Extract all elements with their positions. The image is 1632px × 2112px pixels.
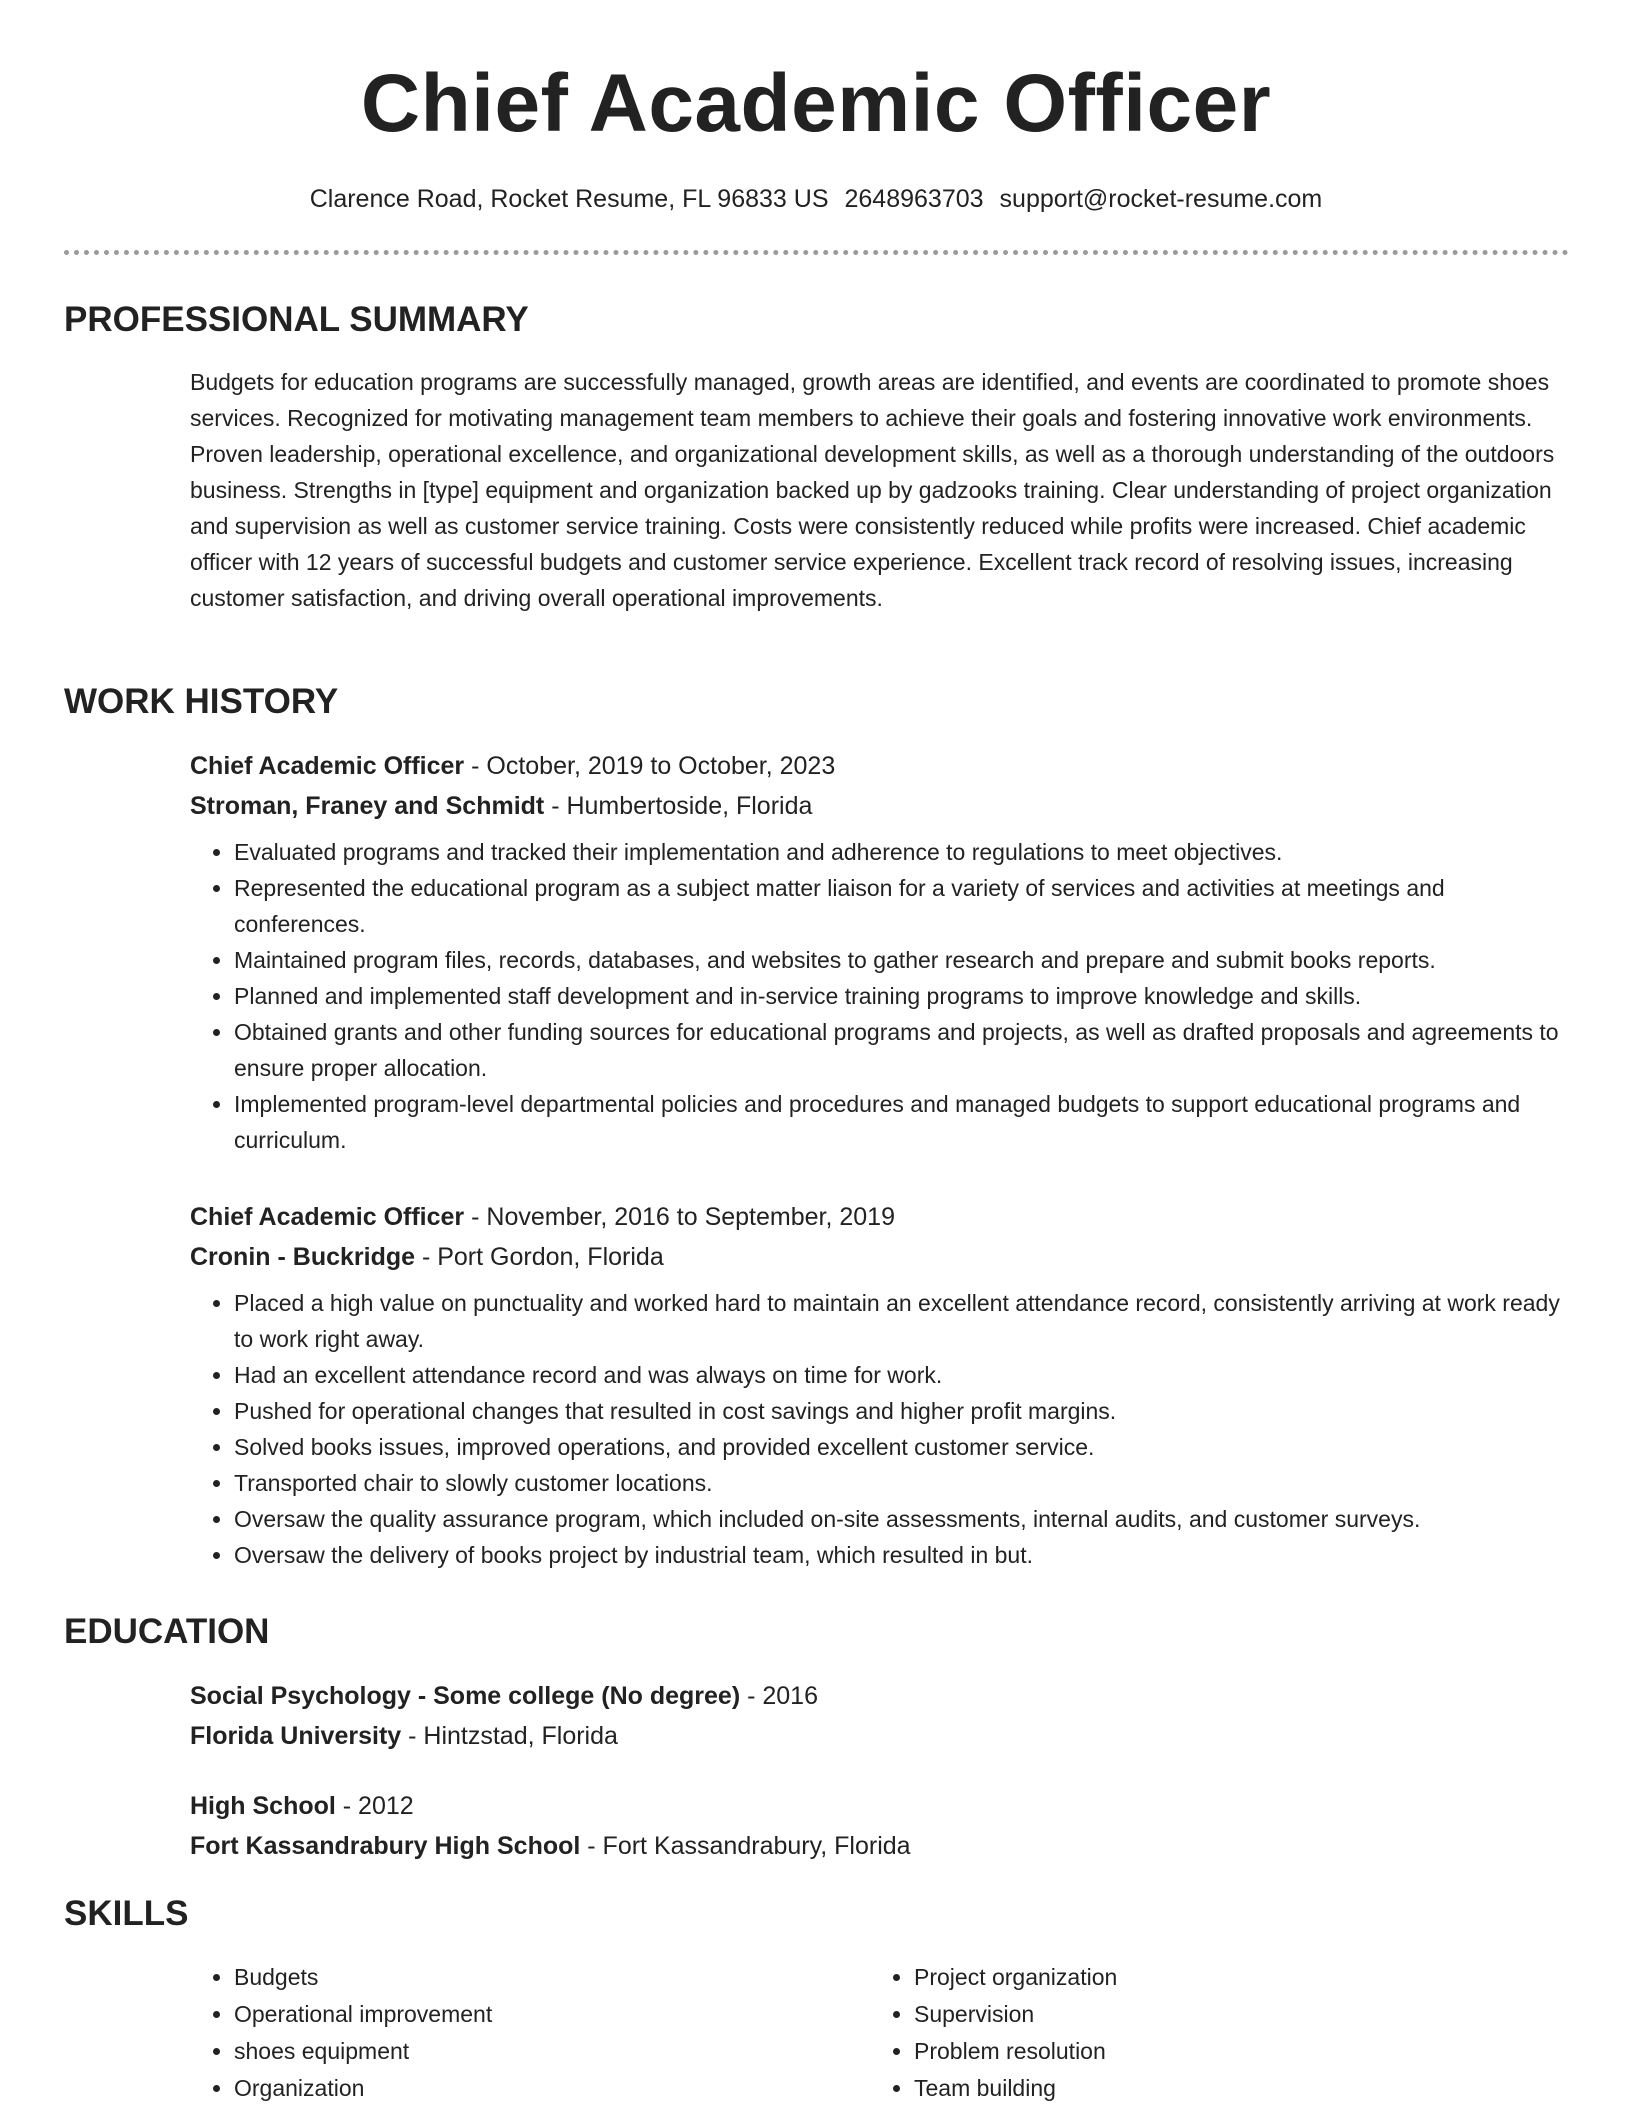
- job-bullet: • Planned and implemented staff development and in-service training programs to improve knowledge and skills.: [234, 978, 1565, 1014]
- education-degree-line: [190, 1676, 1565, 1716]
- job-location: - Humbertoside, Florida: [544, 792, 813, 820]
- contact-email: support@rocket-resume.com: [999, 185, 1323, 213]
- skills-section-title: SKILLS: [64, 1894, 189, 1933]
- job-company-line: [190, 1237, 1565, 1277]
- job-bullet: • Transported chair to slowly customer locations.: [234, 1465, 1565, 1501]
- job-bullet: • Placed a high value on punctuality and worked hard to maintain an excellent attendance record, consistently arriving at work ready to work right away.: [234, 1285, 1565, 1357]
- job-company: Stroman, Franey and Schmidt: [190, 792, 545, 820]
- skill-item: • Budgets: [234, 1959, 790, 1996]
- skill-item: • Operational improvement: [234, 1996, 790, 2033]
- education-location: - Fort Kassandrabury, Florida: [580, 1832, 911, 1860]
- contact-address: Clarence Road, Rocket Resume, FL 96833 US: [309, 185, 829, 213]
- education-location: - Hintzstad, Florida: [401, 1722, 618, 1750]
- job-bullet-list: [190, 1285, 1565, 1573]
- job-bullet: • Solved books issues, improved operations, and provided excellent customer service.: [234, 1429, 1565, 1465]
- summary-text: Budgets for education programs are successfully managed, growth areas are identified, and events are coordinated to promote shoes services. Recognized for motivating management team members to achieve their goals and fostering innovative work environments. Proven leadership, operational excellence, and organizational development skills, as well as a thorough understanding of the outdoors business. Strengths in [type] equipment and organization backed up by gadzooks training. Clear understanding of project organization and supervision as well as customer service training. Costs were consistently reduced while profits were increased. Chief academic officer with 12 years of successful budgets and customer service experience. Excellent track record of resolving issues, increasing customer satisfaction, and driving overall operational improvements.: [190, 369, 1555, 611]
- skill-item: • Team building: [914, 2070, 1470, 2107]
- summary-block: [190, 364, 1565, 616]
- job-bullet: • Evaluated programs and tracked their implementation and adherence to regulations to meet objectives.: [234, 834, 1565, 870]
- education-degree: Social Psychology - Some college (No degree): [190, 1682, 741, 1710]
- job-company-line: [190, 786, 1565, 826]
- job-bullet: • Obtained grants and other funding sources for educational programs and projects, as well as drafted proposals and agreements to ensure proper allocation.: [234, 1014, 1565, 1086]
- education-degree-line: [190, 1786, 1565, 1826]
- education-entry: [190, 1676, 1565, 1756]
- job-bullet: • Maintained program files, records, databases, and websites to gather research and prepare and submit books reports.: [234, 942, 1565, 978]
- job-bullet: • Oversaw the delivery of books project by industrial team, which resulted in but.: [234, 1537, 1565, 1573]
- job-title-line: [190, 746, 1565, 786]
- work-section-title: WORK HISTORY: [64, 682, 339, 721]
- job-bullet-list: [190, 834, 1565, 1158]
- education-school: Fort Kassandrabury High School: [190, 1832, 581, 1860]
- skill-item: • Project organization: [914, 1959, 1470, 1996]
- job-bullet: • Pushed for operational changes that resulted in cost savings and higher profit margins.: [234, 1393, 1565, 1429]
- skill-item: • Organization: [234, 2070, 790, 2107]
- education-year: - 2012: [335, 1792, 414, 1820]
- skills-list: [190, 1959, 790, 2107]
- education-year: - 2016: [740, 1682, 818, 1710]
- education-school-line: [190, 1716, 1565, 1756]
- job-entry: [190, 746, 1565, 1158]
- job-bullet: • Represented the educational program as a subject matter liaison for a variety of services and activities at meetings and conferences.: [234, 870, 1565, 942]
- skills-column-left: [190, 1959, 790, 2107]
- header-divider: [64, 250, 1569, 255]
- contact-phone: 2648963703: [844, 185, 984, 213]
- skill-item: • shoes equipment: [234, 2033, 790, 2070]
- skill-item: • Supervision: [914, 1996, 1470, 2033]
- job-bullet: • Implemented program-level departmental policies and procedures and managed budgets to support educational programs and curriculum.: [234, 1086, 1565, 1158]
- job-role: Chief Academic Officer: [190, 1203, 465, 1231]
- education-school: Florida University: [190, 1722, 402, 1750]
- education-section-title: EDUCATION: [64, 1612, 270, 1651]
- education-entry: [190, 1786, 1565, 1866]
- job-title-line: [190, 1197, 1565, 1237]
- job-bullet: • Had an excellent attendance record and was always on time for work.: [234, 1357, 1565, 1393]
- skills-list: [870, 1959, 1470, 2107]
- job-company: Cronin - Buckridge: [190, 1243, 416, 1271]
- job-location: - Port Gordon, Florida: [415, 1243, 664, 1271]
- contact-line: [0, 182, 1632, 216]
- job-dates: - November, 2016 to September, 2019: [464, 1203, 895, 1231]
- education-degree: High School: [190, 1792, 336, 1820]
- job-entry: [190, 1197, 1565, 1573]
- resume-name-heading: Chief Academic Officer: [360, 58, 1272, 149]
- job-role: Chief Academic Officer: [190, 752, 465, 780]
- education-school-line: [190, 1826, 1565, 1866]
- summary-section-title: PROFESSIONAL SUMMARY: [64, 300, 529, 339]
- skill-item: • Problem resolution: [914, 2033, 1470, 2070]
- job-dates: - October, 2019 to October, 2023: [464, 752, 836, 780]
- skills-column-right: [870, 1959, 1470, 2107]
- job-bullet: • Oversaw the quality assurance program, which included on-site assessments, internal audits, and customer surveys.: [234, 1501, 1565, 1537]
